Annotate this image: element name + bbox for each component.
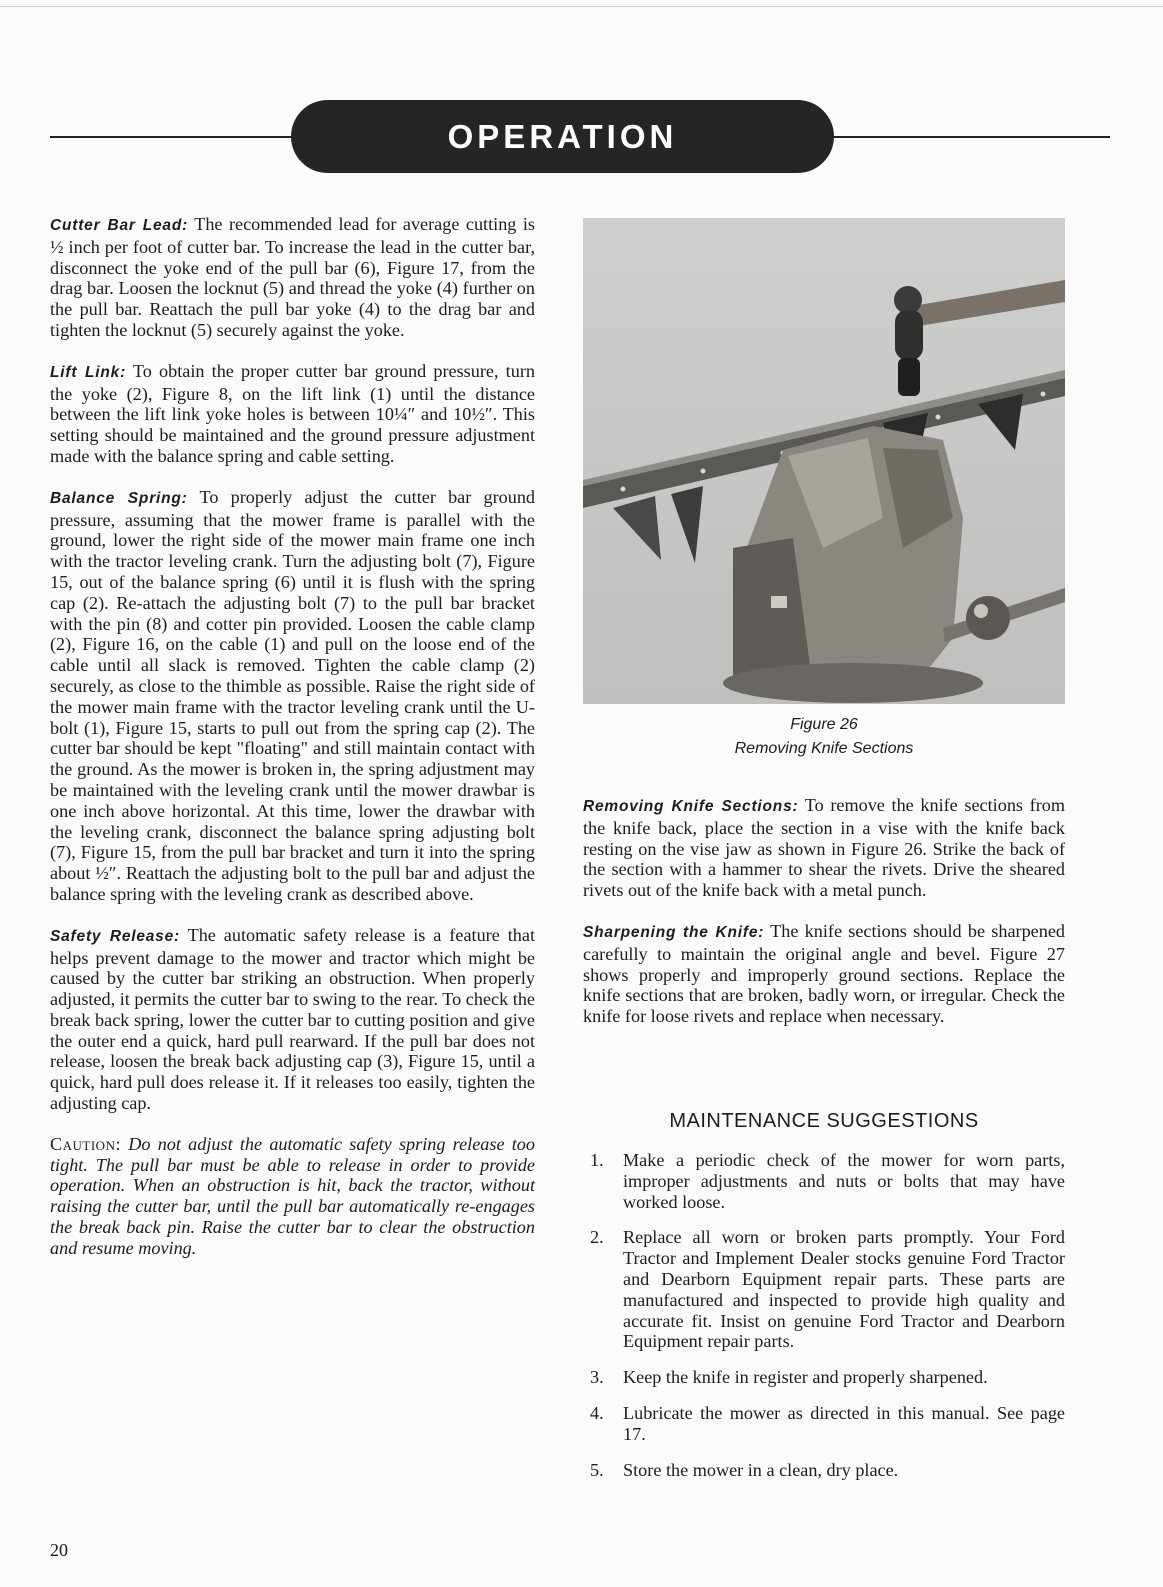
list-item-number: 4. <box>590 1402 604 1423</box>
list-item-number: 5. <box>590 1459 604 1480</box>
maintenance-heading: MAINTENANCE SUGGESTIONS <box>669 1110 979 1132</box>
list-item-text: Store the mower in a clean, dry place. <box>623 1459 899 1480</box>
caution-label: Caution: <box>50 1133 122 1154</box>
caution-paragraph <box>50 1134 535 1259</box>
balance-spring-heading: Balance Spring: <box>50 489 188 507</box>
vise-knife-illustration <box>583 218 1065 704</box>
removing-knife-sections-body: To remove the knife sections from the knife back, place the section in a vise with the knife back resting on the vise jaw as shown in Figure 26. Strike the back of the section with a hammer to shear the rivets. Drive the sheared rivets out of the knife back with a metal punch. <box>583 795 1065 901</box>
lift-link-body: To obtain the proper cutter bar ground pressure, turn the yoke (2), Figure 8, on the lift link (1) until the distance between the lift link yoke holes is between 10¼″ and 10½″. This setting should be maintained and the ground pressure adjustment made with the balance spring and cable setting. <box>50 360 535 466</box>
list-item <box>583 1460 1065 1481</box>
removing-knife-sections-heading: Removing Knife Sections: <box>583 798 799 815</box>
knife-section-1 <box>613 496 661 560</box>
knife-section-2 <box>671 486 703 563</box>
safety-release-body: The automatic safety release is a feature that helps prevent damage to the mower and tractor which might be caused by the cutter bar striking an obstruction. When properly adjusted, it permits the cutter bar to swing to the rear. To check the break back spring, lower the cutter bar to cutting position and give the outer end a quick, hard pull rearward. If the pull bar does not release, loosen the break back adjusting cap (3), Figure 15, until a quick, hard pull does release it. If it releases too easily, tighten the adjusting cap. <box>50 924 535 1114</box>
sharpening-knife-body: The knife sections should be sharpened carefully to maintain the original angle and bevel. Figure 27 shows properly and improperly ground sections. Replace the knife sections that are broken, badly worn, or irregular. Check the knife for loose rivets and replace when necessary. <box>583 920 1065 1027</box>
cutter-bar-lead-heading: Cutter Bar Lead: <box>50 217 189 234</box>
right-column <box>583 795 1065 1047</box>
lift-link-paragraph <box>50 361 535 467</box>
list-item-text: Keep the knife in register and properly sharpened. <box>623 1367 988 1388</box>
maintenance-list <box>583 1150 1065 1495</box>
list-item-number: 3. <box>590 1367 604 1388</box>
sharpening-knife-heading: Sharpening the Knife: <box>583 923 765 941</box>
balance-spring-body: To properly adjust the cutter bar ground pressure, assuming that the mower frame is parallel with the ground, lower the right side of the mower main frame one inch with the tractor leveling crank. Turn the adjusting bolt (7), Figure 15, out of the balance spring (6) until it is flush with the spring cap (2). Re-attach the adjusting bolt (7) to the pull bar bracket with the pin (8) and cotter pin provided. Loosen the cable clamp (2), Figure 16, on the cable (1) and pull on the loose end of the cable until all slack is removed. Tighten the cable clamp (2) securely, as close to the thimble as possible. Raise the right side of the mower main frame with the tractor leveling crank until the U-bolt (1), Figure 15, starts to pull out from the spring cap (2). The cutter bar should be kept "floating" and still maintain contact with the ground. As the mower is broken in, the spring adjustment may be maintained with the leveling crank until the mower drawbar is one inch above horizontal. At this time, lower the drawbar with the leveling crank, disconnect the balance spring adjusting bolt (7), Figure 15, from the pull bar bracket and turn it into the spring about ½″. Reattach the adjusting bolt to the pull bar and adjust the balance spring with the leveling crank as described above. <box>50 486 536 904</box>
list-item-text: Lubricate the mower as directed in this manual. See page 17. <box>623 1402 1065 1444</box>
list-item-number: 1. <box>590 1150 604 1170</box>
handle-ball-highlight <box>974 604 988 618</box>
header-rule-right <box>815 136 1110 138</box>
list-item <box>583 1227 1065 1352</box>
section-title: OPERATION <box>447 117 678 155</box>
figure-26-photo <box>583 218 1065 704</box>
safety-release-heading: Safety Release: <box>50 927 180 945</box>
list-item <box>583 1403 1065 1445</box>
hammer-face <box>898 358 920 396</box>
list-item <box>583 1150 1065 1212</box>
cutter-bar-lead-body: The recommended lead for average cutting is ½ inch per foot of cutter bar. To increase the lead in the cutter bar, disconnect the yoke end of the pull bar (6), Figure 17, from the drag bar. Loosen the locknut (5) and thread the yoke (4) further on the pull bar. Reattach the pull bar yoke (4) to the drag bar and tighten the locknut (5) securely against the yoke. <box>50 214 535 340</box>
list-item-text: Make a periodic check of the mower for worn parts, improper adjustments and nuts or bolts that may have worked loose. <box>623 1150 1065 1212</box>
hammer-peen <box>894 286 922 314</box>
lift-link-heading: Lift Link: <box>50 363 127 381</box>
cutter-bar-lead-paragraph <box>50 214 535 341</box>
caution-body: Do not adjust the automatic safety spring release too tight. The pull bar must be able to release in order to provide operation. When an obstruction is hit, back the tractor, without raising the cutter bar, until the pull bar automatically re-engages the break back pin. Raise the cutter bar to clear the obstruction and resume moving. <box>50 1133 535 1258</box>
hammer-head <box>895 310 923 360</box>
figure-number: Figure 26 <box>790 716 858 733</box>
balance-spring-paragraph <box>50 487 535 905</box>
section-banner <box>291 100 834 173</box>
removing-knife-sections-paragraph <box>583 795 1065 901</box>
hammer-handle <box>913 280 1065 326</box>
list-item-number: 2. <box>590 1227 604 1248</box>
page-number: 20 <box>50 1540 68 1560</box>
list-item <box>583 1367 1065 1388</box>
figure-caption: Removing Knife Sections <box>734 740 914 757</box>
base-bolt <box>771 596 787 608</box>
left-column <box>50 214 535 1279</box>
page-top-edge <box>0 6 1163 7</box>
sharpening-knife-paragraph <box>583 921 1065 1027</box>
header-rule-left <box>50 136 310 138</box>
safety-release-paragraph <box>50 925 535 1114</box>
list-item-text: Replace all worn or broken parts promptly. Your Ford Tractor and Implement Dealer stocks genuine Ford Tractor and Dearborn Equipment repair parts. These parts are manufactured and inspected to provide high quality and accurate fit. Insist on genuine Ford Tractor and Dearborn Equipment repair parts. <box>623 1227 1065 1352</box>
vise-base <box>723 663 983 703</box>
handle-ball <box>966 596 1010 640</box>
